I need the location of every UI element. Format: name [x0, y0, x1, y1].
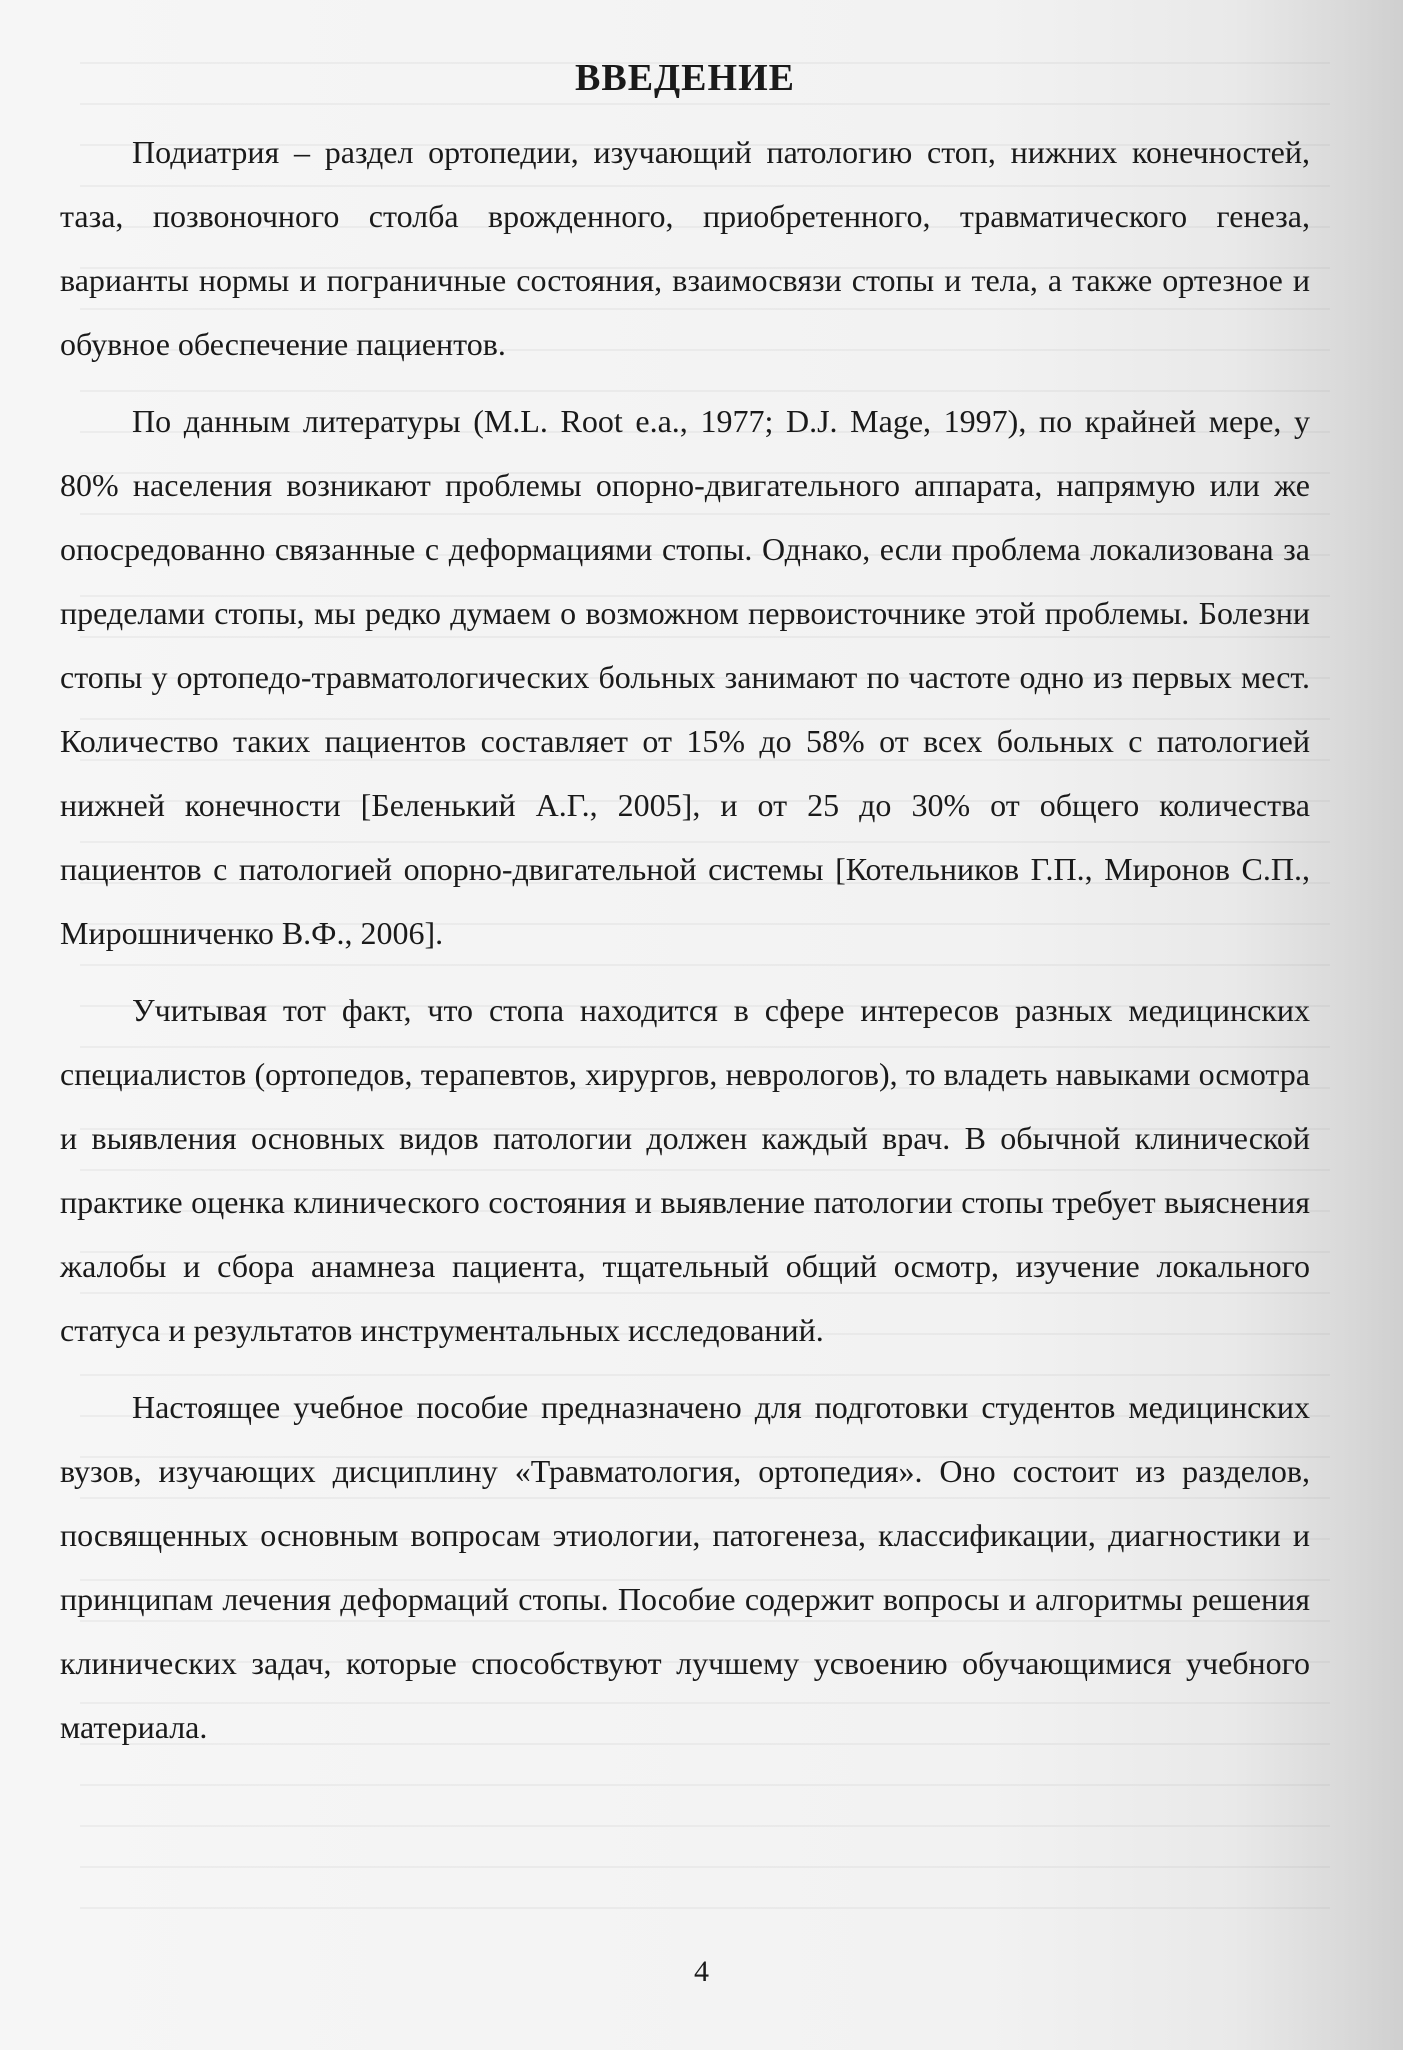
page-number: 4: [694, 1955, 709, 1988]
section-heading: ВВЕДЕНИЕ: [575, 57, 795, 99]
paragraph-manual-purpose: Настоящее учебное пособие предназначено для подготовки студентов медицинских вузов, изучающих дисциплину «Травматология, ортопедия». Оно состоит из разделов, посвященных основным вопросам этиологии, патогенеза, классификации, диагностики и принципам лечения деформаций стопы. Пособие содержит вопросы и алгоритмы решения клинических задач, которые способствуют лучшему усвоению обучающимися учебного материала.: [60, 1389, 1310, 1745]
paragraph-specialists: Учитывая тот факт, что стопа находится в сфере интересов разных медицинских специалистов (ортопедов, терапевтов, хирургов, неврологов), то владеть навыками осмотра и выявления основных видов патологии должен каждый врач. В обычной клинической практике оценка клинического состояния и выявление патологии стопы требует выяснения жалобы и сбора анамнеза пациента, тщательный общий осмотр, изучение локального статуса и результатов инструментальных исследований.: [60, 992, 1310, 1348]
paragraph-literature-statistics: По данным литературы (M.L. Root e.a., 1977; D.J. Mage, 1997), по крайней мере, у 80% населения возникают проблемы опорно-двигательного аппарата, напрямую или же опосредованно связанные с деформациями стопы. Однако, если проблема локализована за пределами стопы, мы редко думаем о возможном первоисточнике этой проблемы. Болезни стопы у ортопедо-травматологических больных занимают по частоте одно из первых мест. Количество таких пациентов составляет от 15% до 58% от всех больных с патологией нижней конечности [Беленький А.Г., 2005], и от 25 до 30% от общего количества пациентов с патологией опорно-двигательной системы [Котельников Г.П., Миронов С.П., Мирошниченко В.Ф., 2006].: [60, 403, 1310, 951]
page-content: [60, 40, 1310, 1772]
paragraph-podiatry-definition: Подиатрия – раздел ортопедии, изучающий патологию стоп, нижних конечностей, таза, позвоночного столба врожденного, приобретенного, травматического генеза, варианты нормы и пограничные состояния, взаимосвязи стопы и тела, а также ортезное и обувное обеспечение пациентов.: [60, 134, 1310, 362]
